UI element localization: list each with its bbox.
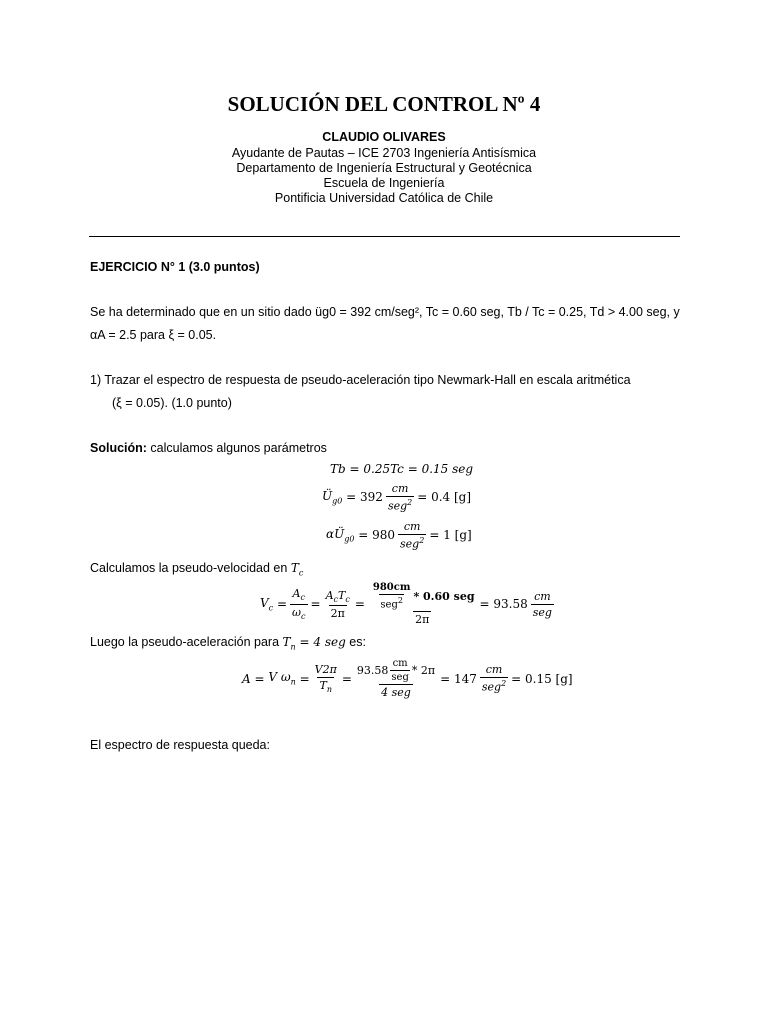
- exercise-heading: EJERCICIO N° 1 (3.0 puntos): [90, 260, 260, 274]
- fraction-cm-seg2-2: $\frac{cm}{seg^2}$: [400, 520, 425, 551]
- fraction-a-big: 93.58 $\frac{cm}{\text{seg}}$ * 2π 4 seg: [356, 658, 436, 699]
- page-title: SOLUCIÓN DEL CONTROL Nº 4: [227, 92, 541, 116]
- exercise-intro-line2: αA = 2.5 para ξ = 0.05.: [90, 328, 217, 342]
- solution-label: Solución:: [90, 441, 147, 455]
- equation-a: A = V $\omega_n$ = $\frac{V2\pi}{T_n}$ = 93.58 $\frac{cm}{\text{seg}}$ * 2π 4 seg = 147 $\frac{cm}{seg^2}$ = 0.15 [g]: [242, 658, 573, 699]
- author-university: Pontificia Universidad Católica de Chile: [274, 191, 494, 205]
- author-department: Departamento de Ingeniería Estructural y Geotécnica: [236, 161, 532, 175]
- fraction-vc-big: $\frac{980cm}{seg^2}$ * 0.60 seg 2π: [372, 582, 475, 627]
- divider: [89, 236, 680, 237]
- item1-line1: 1) Trazar el espectro de respuesta de pseudo-aceleración tipo Newmark-Hall en escala aritmética: [90, 373, 631, 387]
- equation-a-result: = 147: [440, 671, 477, 686]
- equation-vc-result: = 93.58: [479, 597, 528, 612]
- equation-ug0-value: 392: [360, 490, 383, 505]
- spectrum-text: El espectro de respuesta queda:: [90, 738, 270, 752]
- pa-text: Luego la pseudo-aceleración para $T_n = 4$ seg es:: [90, 635, 366, 652]
- author-name: CLAUDIO OLIVARES: [322, 130, 446, 144]
- equation-ug0: $Ü_{g0}$ = 392 $\frac{cm}{seg^2}$ = 0.4 [g]: [322, 482, 472, 513]
- equation-alpha-ug0: $\alpha Ü_{g0}$ = 980 $\frac{cm}{seg^2}$ = 1 [g]: [326, 520, 472, 551]
- equation-a-g: = 0.15 [g]: [511, 671, 573, 686]
- fraction-cm-seg2: $\frac{cm}{seg^2}$: [387, 482, 413, 513]
- solution-text: calculamos algunos parámetros: [146, 441, 327, 455]
- author-school: Escuela de Ingeniería: [323, 176, 445, 190]
- pv-text: Calculamos la pseudo-velocidad en $T_c$: [90, 561, 304, 578]
- exercise-intro-line1: Se ha determinado que en un sitio dado üg0 = 392 cm/seg², Tc = 0.60 seg, Tb / Tc = 0.25, Td > 4.00 seg, y: [90, 305, 680, 319]
- equation-tb-text: Tb = 0.25Tc = 0.15 seg: [330, 462, 474, 476]
- equation-alpha-value: 980: [372, 528, 396, 543]
- item1-line2: (ξ = 0.05). (1.0 punto): [112, 396, 232, 410]
- equation-tb: [330, 462, 473, 476]
- author-role: Ayudante de Pautas – ICE 2703 Ingeniería Antisísmica: [231, 146, 537, 160]
- equation-vc: $V_c$ = $\frac{A_c}{\omega_c}$ = $\frac{A_cT_c}{2\pi}$ = $\frac{980cm}{seg^2}$ * 0.60 seg 2π = 93.58 $\frac{cm}{\text{seg}}$: [260, 582, 552, 627]
- equation-alpha-result: = 1 [g]: [429, 528, 472, 543]
- solution-intro: [90, 441, 327, 456]
- equation-ug0-result: = 0.4 [g]: [417, 490, 472, 505]
